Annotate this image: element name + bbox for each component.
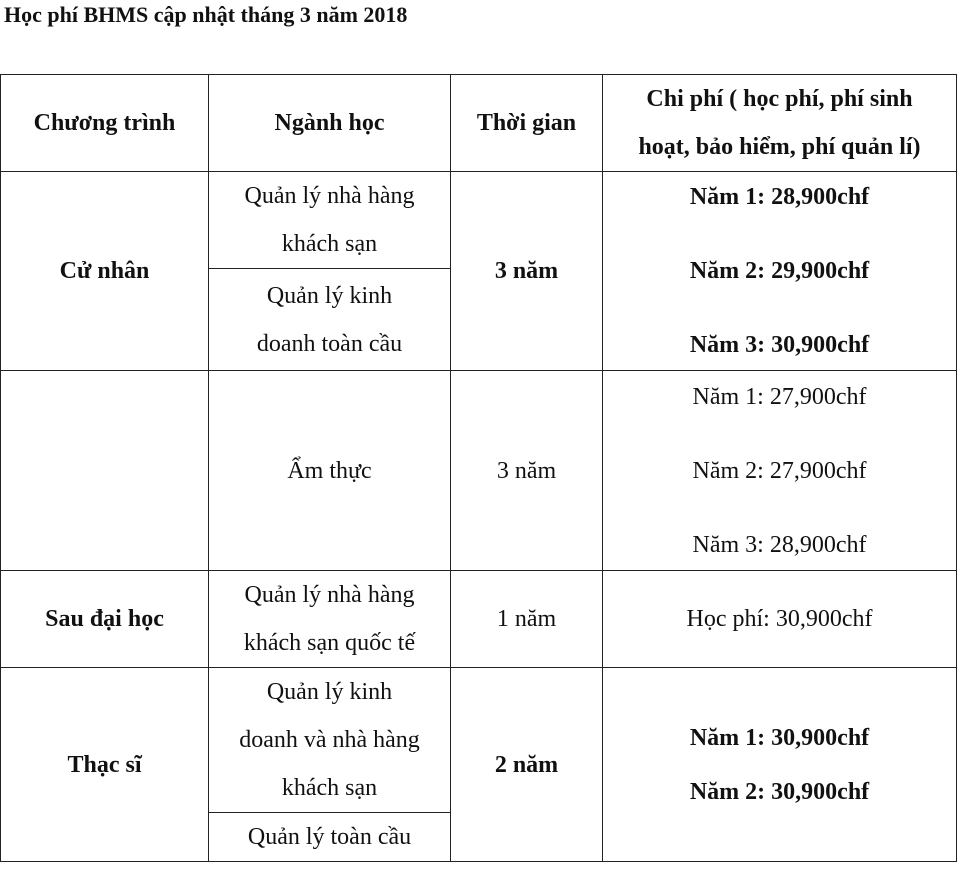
tuition-table	[0, 74, 957, 862]
header-cost	[603, 75, 957, 172]
cell-fees-master	[603, 668, 957, 862]
table-row	[1, 371, 957, 571]
cell-major-hotel-management	[209, 172, 451, 269]
cell-major-culinary: Ẩm thực	[209, 371, 451, 571]
major-line: Quản lý nhà hàng	[244, 183, 415, 209]
fee-year-1: Năm 1: 27,900chf	[692, 383, 867, 410]
major-line: Quản lý nhà hàng	[244, 582, 415, 608]
table-row	[1, 668, 957, 813]
major-line: khách sạn quốc tế	[243, 630, 416, 656]
table-header-row	[1, 75, 957, 172]
fee-year-1: Năm 1: 28,900chf	[689, 184, 870, 210]
cell-duration-master: 2 năm	[451, 668, 603, 862]
cell-program-master: Thạc sĩ	[1, 668, 209, 862]
cell-duration-bachelor: 3 năm	[451, 172, 603, 371]
cell-major-business-hotel	[209, 668, 451, 813]
major-line: Quản lý kinh	[266, 282, 393, 309]
cell-program-postgrad: Sau đại học	[1, 571, 209, 668]
header-duration: Thời gian	[451, 75, 603, 172]
major-line: khách sạn	[281, 775, 378, 801]
cell-fee-postgrad: Học phí: 30,900chf	[603, 571, 957, 668]
fee-list	[611, 182, 948, 360]
fee-year-2: Năm 2: 30,900chf	[689, 778, 870, 805]
header-major: Ngành học	[209, 75, 451, 172]
cell-program-empty	[1, 371, 209, 571]
document-title: Học phí BHMS cập nhật tháng 3 năm 2018	[4, 2, 408, 27]
fee-year-2: Năm 2: 27,900chf	[692, 457, 867, 484]
fee-year-3: Năm 3: 30,900chf	[689, 332, 870, 358]
cell-major-intl-hotel	[209, 571, 451, 668]
cell-duration-postgrad: 1 năm	[451, 571, 603, 668]
cell-duration-culinary: 3 năm	[451, 371, 603, 571]
major-line: Quản lý kinh	[266, 679, 393, 705]
fee-year-2: Năm 2: 29,900chf	[689, 258, 870, 284]
cell-program-bachelor: Cử nhân	[1, 172, 209, 371]
header-cost-line1: Chi phí ( học phí, phí sinh	[646, 86, 913, 112]
major-line: khách sạn	[281, 231, 378, 257]
fee-list	[611, 711, 948, 819]
fee-year-3: Năm 3: 28,900chf	[692, 531, 867, 558]
major-line: doanh toàn cầu	[256, 330, 403, 357]
cell-major-global-management: Quản lý toàn cầu	[209, 813, 451, 862]
cell-fees-culinary	[603, 371, 957, 571]
major-line: doanh và nhà hàng	[239, 727, 420, 753]
header-program: Chương trình	[1, 75, 209, 172]
cell-major-global-business	[209, 269, 451, 371]
cell-fees-bachelor	[603, 172, 957, 371]
table-row	[1, 172, 957, 269]
fee-year-1: Năm 1: 30,900chf	[689, 724, 870, 751]
fee-list	[611, 382, 948, 560]
table-row	[1, 571, 957, 668]
header-cost-line2: hoạt, bảo hiểm, phí quản lí)	[638, 134, 921, 160]
